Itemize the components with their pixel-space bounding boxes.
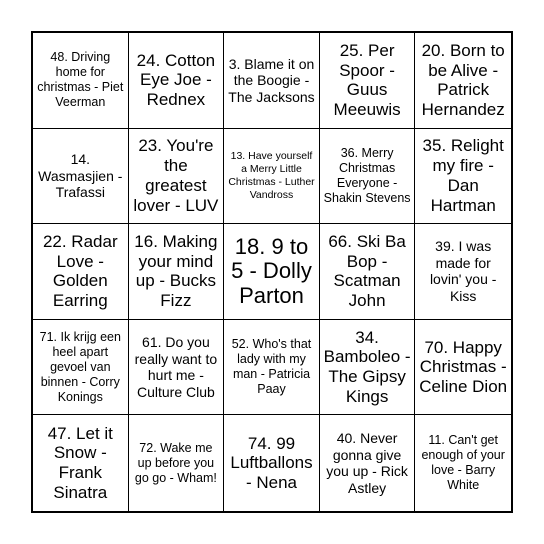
cell-text: 34. Bamboleo - The Gipsy Kings bbox=[323, 327, 411, 406]
bingo-card bbox=[31, 31, 513, 513]
bingo-cell bbox=[320, 33, 416, 129]
cell-text: 52. Who's that lady with my man - Patricia Paay bbox=[231, 337, 312, 397]
cell-text: 70. Happy Christmas - Celine Dion bbox=[419, 337, 508, 396]
bingo-cell bbox=[224, 320, 320, 416]
bingo-cell bbox=[33, 415, 129, 511]
bingo-cell bbox=[224, 224, 320, 320]
bingo-cell bbox=[320, 224, 416, 320]
bingo-cell bbox=[415, 129, 511, 225]
bingo-cell bbox=[33, 320, 129, 416]
bingo-cell bbox=[129, 224, 225, 320]
cell-text: 74. 99 Luftballons - Nena bbox=[230, 433, 313, 493]
bingo-cell bbox=[129, 320, 225, 416]
bingo-cell bbox=[33, 33, 129, 129]
cell-text: 14. Wasmasjien - Trafassi bbox=[38, 151, 123, 201]
bingo-cell bbox=[224, 129, 320, 225]
bingo-cell bbox=[320, 415, 416, 511]
cell-text: 3. Blame it on the Boogie - The Jacksons bbox=[228, 55, 315, 105]
cell-text: 16. Making your mind up - Bucks Fizz bbox=[134, 232, 218, 311]
cell-text: 22. Radar Love - Golden Earring bbox=[42, 232, 118, 311]
cell-text: 25. Per Spoor - Guus Meeuwis bbox=[333, 40, 401, 120]
bingo-cell bbox=[129, 415, 225, 511]
cell-text: 24. Cotton Eye Joe - Rednex bbox=[136, 50, 216, 110]
cell-text: 20. Born to be Alive - Patrick Hernandez bbox=[421, 40, 505, 120]
cell-text: 48. Driving home for christmas - Piet Veerman bbox=[37, 50, 124, 110]
cell-text: 35. Relight my fire - Dan Hartman bbox=[422, 136, 504, 215]
cell-text: 11. Can't get enough of your love - Barry White bbox=[421, 433, 505, 493]
bingo-cell bbox=[415, 415, 511, 511]
cell-text: 47. Let it Snow - Frank Sinatra bbox=[47, 423, 113, 502]
bingo-cell bbox=[33, 129, 129, 225]
bingo-cell bbox=[415, 320, 511, 416]
cell-text: 40. Never gonna give you up - Rick Astley bbox=[326, 430, 408, 496]
cell-text: 71. Ik krijg een heel apart gevoel van binnen - Corry Konings bbox=[39, 329, 121, 404]
bingo-cell bbox=[224, 415, 320, 511]
cell-text: 39. I was made for lovin' you - Kiss bbox=[429, 238, 497, 304]
bingo-cell bbox=[129, 33, 225, 129]
cell-text: 72. Wake me up before you go go - Wham! bbox=[134, 440, 217, 485]
bingo-cell bbox=[415, 224, 511, 320]
bingo-cell bbox=[415, 33, 511, 129]
bingo-cell bbox=[320, 320, 416, 416]
cell-text: 66. Ski Ba Bop - Scatman John bbox=[328, 232, 406, 311]
bingo-cell bbox=[224, 33, 320, 129]
bingo-cell bbox=[33, 224, 129, 320]
bingo-cell bbox=[320, 129, 416, 225]
cell-text: 23. You're the greatest lover - LUV bbox=[133, 136, 219, 215]
cell-text: 13. Have yourself a Merry Little Christmas - Luther Vandross bbox=[228, 150, 315, 201]
cell-text: 36. Merry Christmas Everyone - Shakin Stevens bbox=[323, 145, 411, 205]
cell-text: 61. Do you really want to hurt me - Culture Club bbox=[134, 334, 218, 400]
bingo-cell bbox=[129, 129, 225, 225]
cell-text: 18. 9 to 5 - Dolly Parton bbox=[231, 234, 312, 308]
